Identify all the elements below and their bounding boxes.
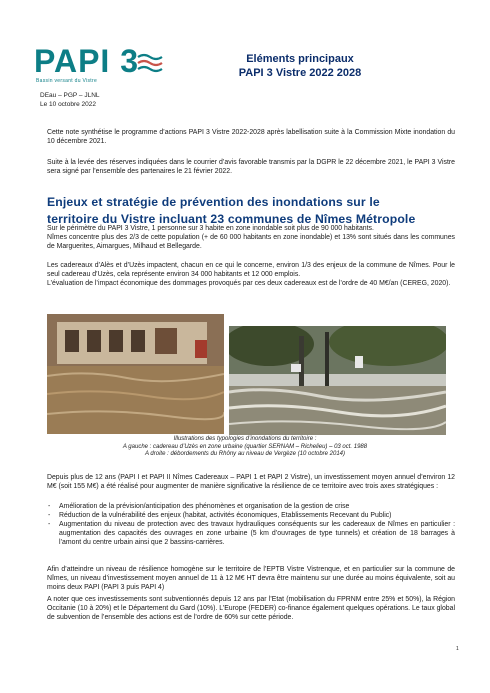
document-date: Le 10 octobre 2022	[40, 101, 97, 108]
strategic-axes-list	[47, 503, 455, 548]
caption-line-2: A gauche : cadereau d’Uzès en zone urbaine (quartier SERNAM – Richelieu) – 03 oct. 1988	[122, 443, 368, 450]
waves-icon	[136, 51, 164, 75]
logo-subtitle: Bassin versant du Vistre	[36, 78, 98, 84]
section-paragraph-4: L’évaluation de l’impact économique des dommages provoqués par ces deux cadereaux est de l’ordre de 40 M€/an (CEREG, 2020).	[47, 280, 451, 287]
intro-paragraph-2: Suite à la levée des réserves indiquées dans le courrier d’avis favorable transmis par la DGPR le 22 décembre 2021, le PAPI 3 Vistre sera signé par l’ensemble des partenaires le 21 février 2022.	[47, 159, 455, 175]
papi-logo	[34, 45, 164, 83]
section-title-line-2: territoire du Vistre incluant 23 communes de Nîmes Métropole	[47, 212, 416, 226]
photo-rhony-overflow-vergeze	[229, 326, 446, 435]
intro-paragraph-1: Cette note synthétise le programme d’actions PAPI 3 Vistre 2022-2028 après labellisation suite à la Commission Mixte inondation du 10 décembre 2021.	[47, 129, 455, 145]
investment-paragraph-1: Depuis plus de 12 ans (PAPI I et PAPI II Nîmes Cadereaux – PAPI 1 et PAPI 2 Vistre), un investissement moyen annuel d’environ 12 M€ (soit 155 M€) a été réalisé pour augmenter de manière significative la résilience de ce territoire avec trois axes stratégiques :	[47, 474, 455, 490]
section-paragraph-1: Sur le périmètre du PAPI 3 Vistre, 1 personne sur 3 habite en zone inondable soit plus de 90 000 habitants.	[47, 225, 374, 232]
list-item: - Réduction de la vulnérabilité des enjeux (habitat, activités économiques, Etablissements Recevant du Public)	[47, 512, 455, 521]
investment-paragraph-3: A noter que ces investissements sont subventionnés depuis 12 ans par l’Etat (mobilisation du FPRNM entre 25% et 50%), la Région Occitanie (10 à 20%) et le Département du Gard (10%). L’Europe (FEDER) co-finance également quelques opérations. Le taux global de subvention de l’ensemble des actions est de l’ordre de 60% sur cette période.	[47, 596, 455, 621]
figure-caption	[90, 436, 400, 459]
list-item: - Augmentation du niveau de protection avec des travaux hydrauliques conséquents sur les cadereaux de Nîmes en particulier : augmentation des capacités des ouvrages en zone urbaine (5 km d’ouvrages de type tunnels) et création de 18 barrages à l’amont du centre urbain ainsi que 2 bassins-carrières.	[47, 521, 455, 548]
caption-line-1: Illustrations des typologies d’inondations du territoire :	[173, 436, 317, 442]
document-meta	[40, 91, 100, 109]
photo-cadereau-uzes-flood	[47, 314, 224, 434]
investment-paragraph-2: Afin d’atteindre un niveau de résilience homogène sur le territoire de l’EPTB Vistre Vistrenque, et en particulier sur la commune de Nîmes, un niveau d’investissement moyen annuel de 11 à 12 M€ HT devra être maintenu sur une durée au moins équivalente, soit au moins deux PAPI (PAPI 3 puis PAPI 4)	[47, 566, 455, 591]
section-paragraph-3: Les cadereaux d’Alès et d’Uzès impactent, chacun en ce qui le concerne, environ 1/3 des enjeux de la commune de Nîmes. Pour le seul cadereau d’Uzès, cela représente environ 34 000 habitants et 12 000 emplois.	[47, 262, 455, 278]
document-title	[210, 52, 390, 80]
section-title-line-1: Enjeux et stratégie de prévention des inondations sur le	[47, 195, 380, 209]
logo-text: PAPI 3	[34, 43, 139, 79]
title-line-2: PAPI 3 Vistre 2022 2028	[238, 67, 362, 79]
title-line-1: Eléments principaux	[246, 53, 354, 65]
caption-line-3: A droite : débordements du Rhôny au niveau de Vergèze (10 octobre 2014)	[144, 451, 346, 458]
list-item: - Amélioration de la prévision/anticipation des phénomènes et organisation de la gestion de crise	[47, 503, 455, 512]
author-reference: DEau – PGP – JLNL	[40, 92, 100, 99]
page-number: 1	[456, 646, 459, 652]
section-title	[47, 194, 457, 228]
section-paragraph-2: Nîmes concentre plus des 2/3 de cette population (+ de 60 000 habitants en zone inondable) et 13% sont situés dans les communes de Marguerites, Aimargues, Milhaud et Bellegarde.	[47, 234, 455, 250]
